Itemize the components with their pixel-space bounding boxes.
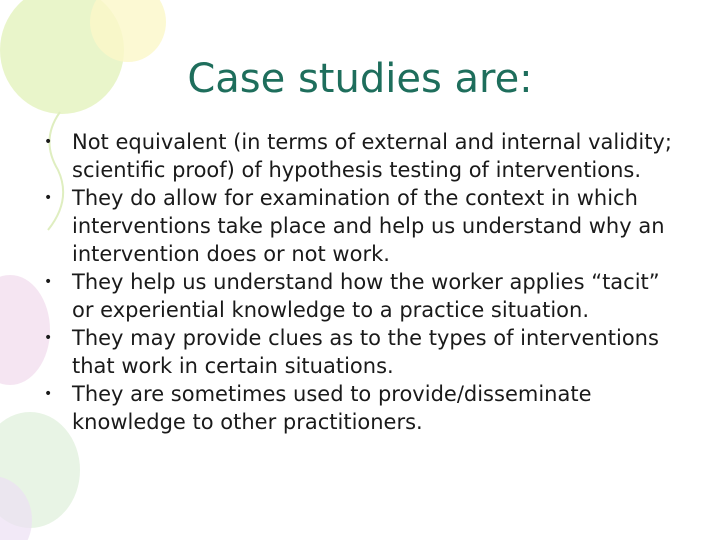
bullet-item (44, 184, 680, 268)
bullet-item (44, 324, 680, 380)
bullet-dot-icon: • (44, 274, 53, 290)
bullet-item (44, 380, 680, 436)
bullet-text: They may provide clues as to the types of interventions that work in certain situations. (72, 326, 659, 378)
bullet-dot-icon: • (44, 330, 53, 346)
bullet-item (44, 268, 680, 324)
bullet-text: They do allow for examination of the context in which interventions take place and help us understand why an intervention does or not work. (72, 186, 665, 266)
bullet-text: They help us understand how the worker applies “tacit” or experiential knowledge to a practice situation. (72, 270, 660, 322)
slide-title: Case studies are: (187, 56, 533, 102)
bullet-dot-icon: • (44, 386, 53, 402)
bullet-item (44, 128, 680, 184)
bullet-list (44, 128, 680, 436)
bullet-dot-icon: • (44, 190, 53, 206)
bullet-dot-icon: • (44, 134, 53, 150)
bullet-text: Not equivalent (in terms of external and internal validity; scientific proof) of hypothesis testing of interventions. (72, 130, 672, 182)
balloon-pink-icon (0, 275, 50, 385)
bullet-text: They are sometimes used to provide/disseminate knowledge to other practitioners. (72, 382, 592, 434)
